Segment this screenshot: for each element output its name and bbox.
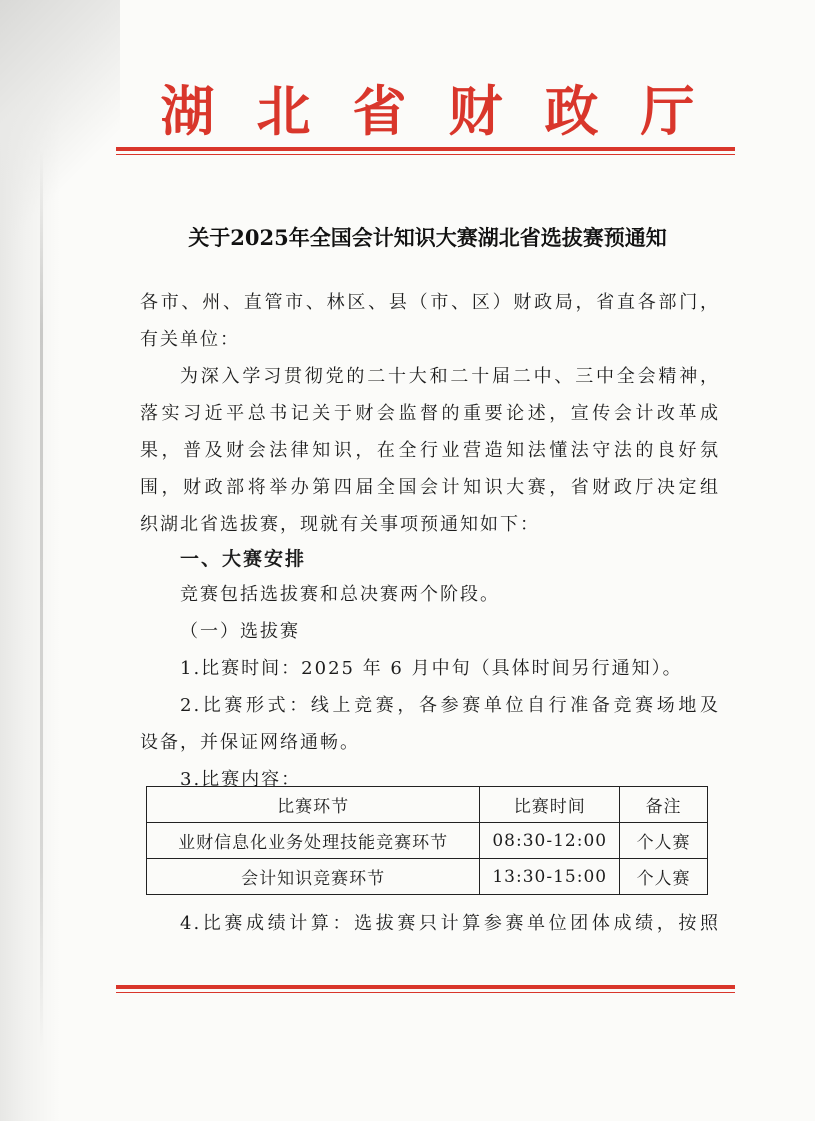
intro-line-4: 围，财政部将举办第四届全国会计知识大赛，省财政厅决定组 [140,477,720,498]
item-1: 1.比赛时间：2025 年 6 月中旬（具体时间另行通知）。 [180,658,683,679]
table-header: 比赛时间 [480,787,620,823]
section1-text: 竞赛包括选拔赛和总决赛两个阶段。 [180,584,500,605]
item-2-line-2: 设备，并保证网络通畅。 [140,732,360,753]
table-header: 备注 [620,787,708,823]
intro-line-3: 果，普及财会法律知识，在全行业营造知法懂法守法的良好氛 [140,440,720,461]
letterhead [120,72,735,142]
org-name: 湖北省财政厅 [160,79,737,143]
intro-line-5: 织湖北省选拔赛，现就有关事项预通知如下： [140,514,540,535]
item-2-line-1: 2.比赛形式：线上竞赛，各参赛单位自行准备竞赛场地及 [180,695,720,716]
salutation-line-1: 各市、州、直管市、林区、县（市、区）财政局，省直各部门， [140,292,720,313]
contest-schedule-table [146,786,708,895]
intro-line-1: 为深入学习贯彻党的二十大和二十届二中、三中全会精神， [180,366,720,387]
intro-line-2: 落实习近平总书记关于财会监督的重要论述，宣传会计改革成 [140,403,720,424]
table-cell: 会计知识竞赛环节 [147,859,480,895]
table-cell: 08:30-12:00 [480,823,620,859]
table-header-row [147,787,708,823]
letterhead-red-rule [116,147,735,155]
item-3: 3.比赛内容： [180,769,302,790]
salutation-line-2: 有关单位： [140,329,240,350]
footer-red-rule [116,985,735,993]
table-cell: 业财信息化业务处理技能竞赛环节 [147,823,480,859]
subsection-heading-1: （一）选拔赛 [180,621,300,642]
scan-edge [40,150,43,1050]
item-4: 4.比赛成绩计算：选拔赛只计算参赛单位团体成绩，按照 [180,913,720,934]
table-header: 比赛环节 [147,787,480,823]
section-heading-1: 一、大赛安排 [180,548,307,570]
table-cell: 个人赛 [620,823,708,859]
scan-fold [0,0,120,300]
table-row [147,859,708,895]
table-cell: 个人赛 [620,859,708,895]
table-row [147,823,708,859]
table-cell: 13:30-15:00 [480,859,620,895]
document-title: 关于2025年全国会计知识大赛湖北省选拔赛预通知 [188,225,667,250]
